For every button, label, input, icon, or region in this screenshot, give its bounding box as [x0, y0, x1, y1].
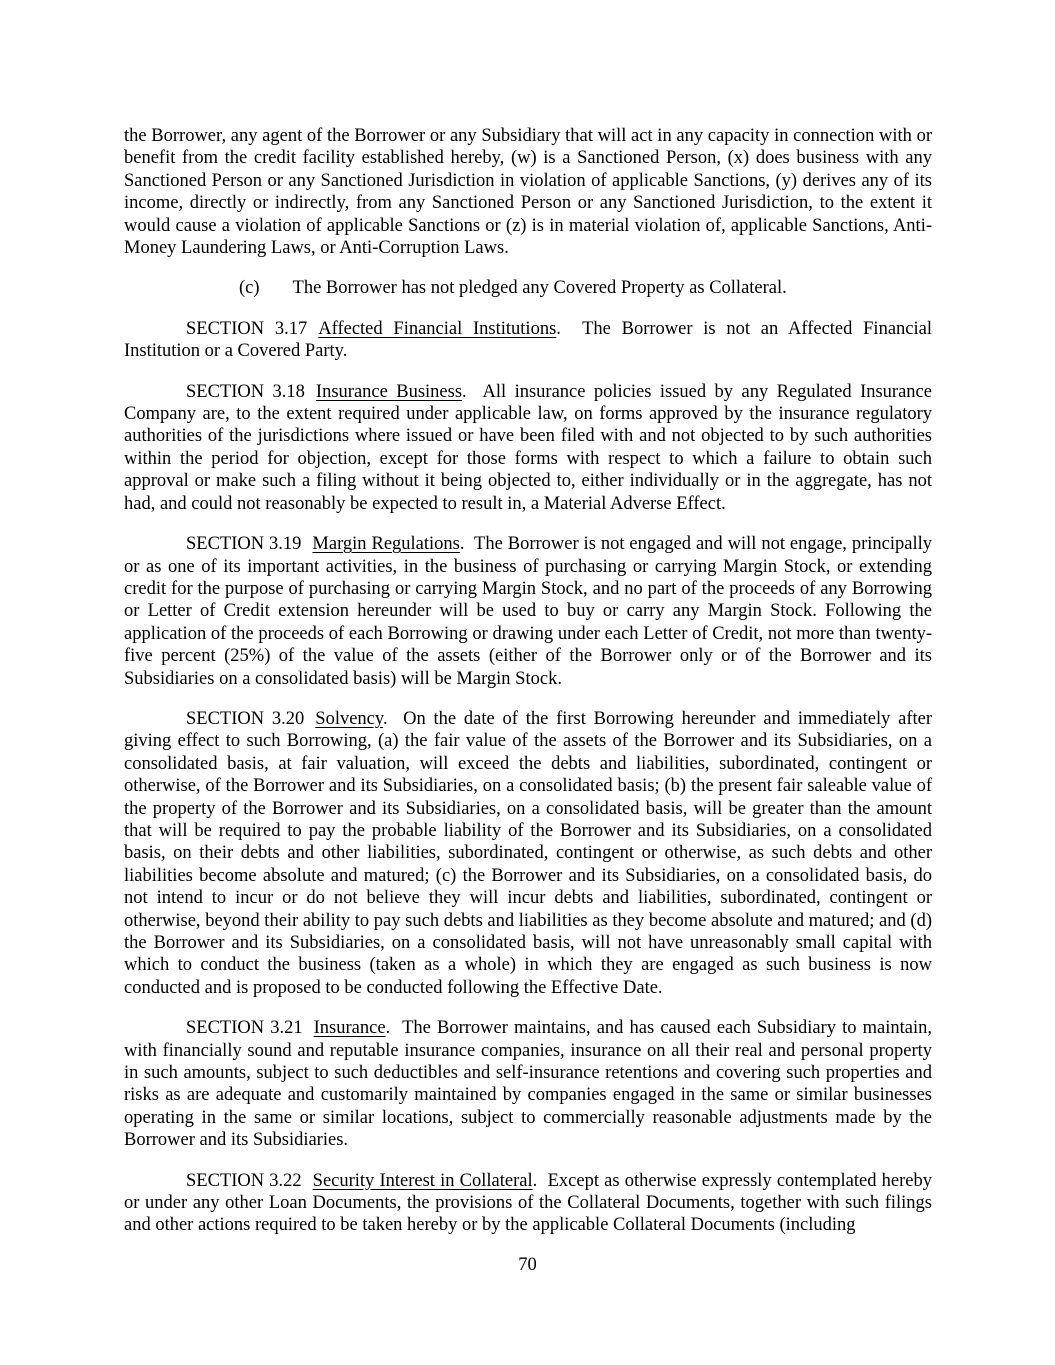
section-body: Except as otherwise expressly contemplated hereby or under any other Loan Documents, the provisions of the Collateral Documents, together with such filings and other actions required to be taken hereby or by the applicable Collateral Documents (including — [124, 1170, 932, 1236]
section-3-19 — [124, 533, 932, 690]
section-number: SECTION 3.17 — [186, 318, 308, 339]
heading-separator: . — [385, 1018, 403, 1039]
section-title: Insurance Business — [315, 381, 463, 402]
section-title: Insurance — [313, 1018, 386, 1039]
section-title: Margin Regulations — [312, 534, 460, 555]
section-3-20 — [124, 708, 932, 999]
heading-separator: . — [532, 1170, 548, 1191]
heading-separator: . — [459, 534, 475, 555]
section-number: SECTION 3.20 — [186, 708, 305, 729]
clause-label: (c) — [239, 278, 260, 299]
section-title: Security Interest in Collateral — [312, 1170, 533, 1191]
section-3-22 — [124, 1170, 932, 1237]
section-body: The Borrower is not an Affected Financial Institution or a Covered Party. — [124, 318, 932, 362]
section-number: SECTION 3.22 — [186, 1170, 302, 1191]
page-number: 70 — [518, 1255, 537, 1275]
section-body: On the date of the first Borrowing hereunder and immediately after giving effect to such Borrowing, (a) the fair value of the assets of the Borrower and its Subsidiaries, on a consolidated basis, at fair valuation, will exceed the debts and liabilities, subordinated, contingent or otherwise, of the Borrower and its Subsidiaries, on a consolidated basis; (b) the present fair saleable value of the property of the Borrower and its Subsidiaries, on a consolidated basis, will be greater than the amount that will be required to pay the probable liability of the Borrower and its Subsidiaries, on a consolidated basis, on their debts and other liabilities, subordinated, contingent or otherwise, as such debts and other liabilities become absolute and matured; (c) the Borrower and its Subsidiaries, on a consolidated basis, do not intend to incur or do not believe they will incur debts and liabilities, subordinated, contingent or otherwise, beyond their ability to pay such debts and liabilities as they become absolute and matured; and (d) the Borrower and its Subsidiaries, on a consolidated basis, will not have unreasonably small capital with which to conduct the business (taken as a whole) in which they are engaged as such business is now conducted and is proposed to be conducted following the Effective Date. — [124, 708, 932, 998]
section-body: The Borrower maintains, and has caused each Subsidiary to maintain, with financially sound and reputable insurance companies, insurance on all their real and personal property in such amounts, subject to such deductibles and self-insurance retentions and covering such properties and risks as are adequate and customarily maintained by companies engaged in the same or similar businesses operating in the same or similar locations, subject to commercially reasonable adjustments made by the Borrower and its Subsidiaries. — [124, 1018, 932, 1151]
section-title: Affected Financial Institutions — [318, 318, 557, 339]
section-number: SECTION 3.19 — [186, 534, 302, 555]
paragraph-continuation: the Borrower, any agent of the Borrower or any Subsidiary that will act in any capacity in connection with or benefit from the credit facility established hereby, (w) is a Sanctioned Person, (x) does business with any Sanctioned Person or any Sanctioned Jurisdiction in violation of applicable Sanctions, (y) derives any of its income, directly or indirectly, from any Sanctioned Person or any Sanctioned Jurisdiction, to the extent it would cause a violation of applicable Sanctions or (z) is in material violation of, applicable Sanctions, Anti-Money Laundering Laws, or Anti-Corruption Laws. — [124, 126, 932, 259]
heading-separator: . — [556, 318, 583, 339]
section-body: All insurance policies issued by any Regulated Insurance Company are, to the extent required under applicable law, on forms approved by the insurance regulatory authorities of the jurisdictions where issued or have been filed with and not objected to by such authorities within the period for objection, except for those forms with respect to which a failure to obtain such approval or make such a filing without it being objected to, either individually or in the aggregate, has not had, and could not reasonably be expected to result in, a Material Adverse Effect. — [124, 381, 932, 514]
section-3-17 — [124, 318, 932, 363]
clause-text: The Borrower has not pledged any Covered Property as Collateral. — [292, 278, 787, 299]
heading-separator: . — [462, 381, 483, 402]
section-body: The Borrower is not engaged and will not engage, principally or as one of its important activities, in the business of purchasing or carrying Margin Stock, or extending credit for the purpose of purchasing or carrying Margin Stock, and no part of the proceeds of any Borrowing or Letter of Credit extension hereunder will be used to buy or carry any Margin Stock. Following the application of the proceeds of each Borrowing or drawing under each Letter of Credit, not more than twenty-five percent (25%) of the value of the assets (either of the Borrower only or of the Borrower and its Subsidiaries on a consolidated basis) will be Margin Stock. — [124, 534, 932, 689]
section-3-18 — [124, 381, 932, 515]
section-3-21 — [124, 1017, 932, 1151]
section-number: SECTION 3.18 — [186, 381, 305, 402]
section-title: Solvency — [315, 708, 383, 729]
section-number: SECTION 3.21 — [186, 1018, 303, 1039]
clause-c — [124, 277, 932, 299]
heading-separator: . — [382, 708, 404, 729]
